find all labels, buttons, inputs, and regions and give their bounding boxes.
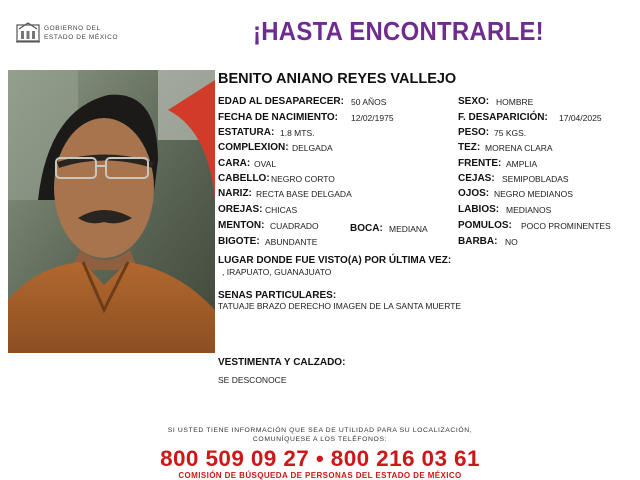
missing-person-photo bbox=[8, 70, 215, 353]
label-cara: CARA: bbox=[218, 158, 251, 169]
value-clothing: SE DESCONOCE bbox=[218, 375, 287, 385]
value-fecha-nacimiento: 12/02/1975 bbox=[351, 113, 394, 123]
value-marks: TATUAJE BRAZO DERECHO IMAGEN DE LA SANTA MUERTE bbox=[218, 301, 462, 311]
government-label-line1: GOBIERNO DEL bbox=[44, 25, 101, 32]
value-frente: AMPLIA bbox=[506, 159, 538, 169]
label-peso: PESO: bbox=[458, 127, 490, 138]
value-labios: MEDIANOS bbox=[506, 205, 552, 215]
label-f-desaparicion: F. DESAPARICIÓN: bbox=[458, 112, 548, 123]
label-boca: BOCA: bbox=[350, 223, 383, 234]
value-edad: 50 AÑOS bbox=[351, 97, 387, 107]
value-ojos: NEGRO MEDIANOS bbox=[494, 189, 573, 199]
value-menton: CUADRADO bbox=[270, 221, 319, 231]
label-pomulos: POMULOS: bbox=[458, 220, 512, 231]
value-pomulos: POCO PROMINENTES bbox=[521, 221, 611, 231]
label-complexion: COMPLEXION: bbox=[218, 142, 289, 153]
label-clothing: VESTIMENTA Y CALZADO: bbox=[218, 357, 346, 368]
person-name: BENITO ANIANO REYES VALLEJO bbox=[218, 71, 457, 87]
government-label-line2: ESTADO DE MÉXICO bbox=[44, 34, 119, 41]
label-orejas: OREJAS: bbox=[218, 204, 263, 215]
label-last-seen: LUGAR DONDE FUE VISTO(A) POR ÚLTIMA VEZ: bbox=[218, 255, 452, 266]
label-frente: FRENTE: bbox=[458, 158, 502, 169]
value-estatura: 1.8 MTS. bbox=[280, 128, 315, 138]
value-cara: OVAL bbox=[254, 159, 277, 169]
label-sexo: SEXO: bbox=[458, 96, 490, 107]
label-estatura: ESTATURA: bbox=[218, 127, 275, 138]
label-cabello: CABELLO: bbox=[218, 173, 270, 184]
value-boca: MEDIANA bbox=[389, 224, 428, 234]
commission-name: COMISIÓN DE BÚSQUEDA DE PERSONAS DEL ESTADO DE MÉXICO bbox=[178, 471, 462, 480]
label-barba: BARBA: bbox=[458, 236, 498, 247]
label-fecha-nacimiento: FECHA DE NACIMIENTO: bbox=[218, 112, 338, 123]
value-tez: MORENA CLARA bbox=[485, 143, 553, 153]
contact-phone-numbers: 800 509 09 27 • 800 216 03 61 bbox=[160, 446, 480, 471]
label-edad: EDAD AL DESAPARECER: bbox=[218, 96, 344, 107]
label-marks: SENAS PARTICULARES: bbox=[218, 290, 337, 301]
value-bigote: ABUNDANTE bbox=[265, 237, 318, 247]
headline: ¡HASTA ENCONTRARLE! bbox=[253, 16, 544, 46]
label-tez: TEZ: bbox=[458, 142, 481, 153]
value-cejas: SEMIPOBLADAS bbox=[502, 174, 569, 184]
label-bigote: BIGOTE: bbox=[218, 236, 260, 247]
label-labios: LABIOS: bbox=[458, 204, 500, 215]
value-cabello: NEGRO CORTO bbox=[271, 174, 335, 184]
value-f-desaparicion: 17/04/2025 bbox=[559, 113, 602, 123]
value-barba: NO bbox=[505, 237, 518, 247]
footer-info-line1: SI USTED TIENE INFORMACIÓN QUE SEA DE UTILIDAD PARA SU LOCALIZACIÓN, bbox=[167, 427, 473, 434]
value-peso: 75 KGS. bbox=[494, 128, 527, 138]
value-orejas: CHICAS bbox=[265, 205, 298, 215]
label-nariz: NARIZ: bbox=[218, 188, 252, 199]
value-last-seen: , IRAPUATO, GUANAJUATO bbox=[222, 267, 332, 277]
value-nariz: RECTA BASE DELGADA bbox=[256, 189, 352, 199]
label-ojos: OJOS: bbox=[458, 188, 490, 199]
state-coat-of-arms-icon bbox=[14, 20, 42, 44]
label-cejas: CEJAS: bbox=[458, 173, 495, 184]
label-menton: MENTON: bbox=[218, 220, 265, 231]
footer-info-line2: COMUNÍQUESE A LOS TELÉFONOS: bbox=[252, 436, 388, 443]
value-sexo: HOMBRE bbox=[496, 97, 534, 107]
value-complexion: DELGADA bbox=[292, 143, 333, 153]
